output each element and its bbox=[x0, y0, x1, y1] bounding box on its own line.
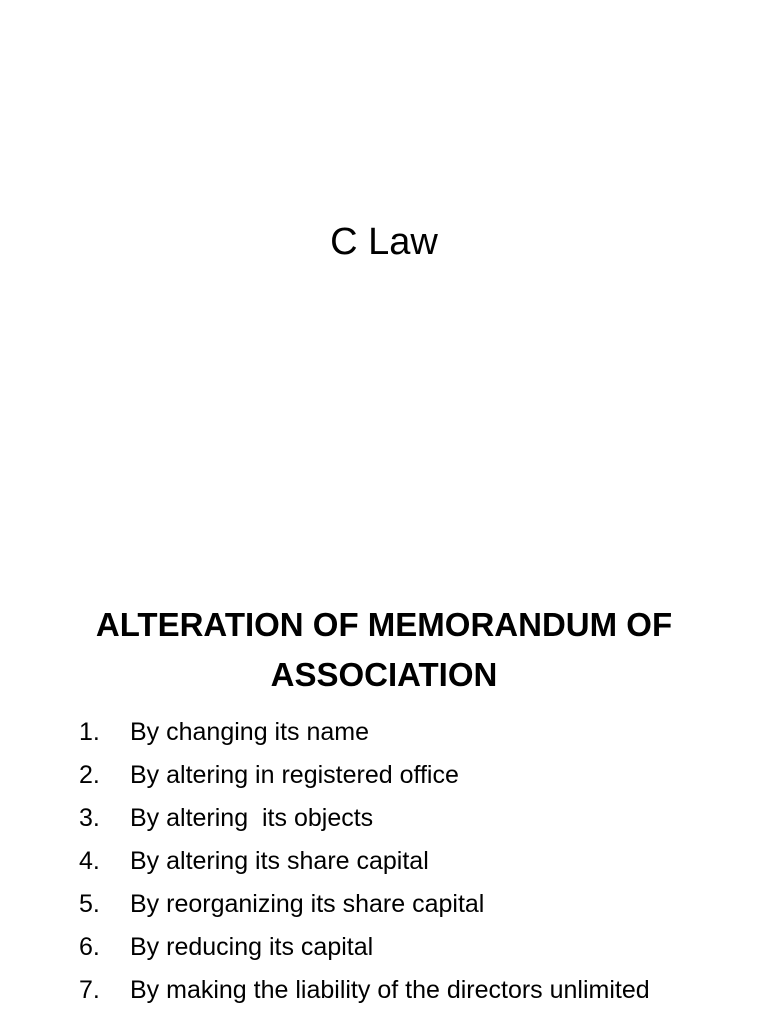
content-slide bbox=[0, 576, 768, 1024]
list-item-number: 4. bbox=[79, 847, 100, 875]
list-item-text: By reorganizing its share capital bbox=[130, 890, 485, 918]
slide-heading: ALTERATION OF MEMORANDUM OF ASSOCIATION bbox=[95, 606, 673, 693]
slide-title: C Law bbox=[330, 221, 438, 263]
list-item bbox=[0, 840, 768, 883]
list-item bbox=[0, 754, 768, 797]
list-item bbox=[0, 926, 768, 969]
list-item bbox=[0, 711, 768, 754]
list-item-text: By altering in registered office bbox=[130, 761, 459, 789]
list-item-number: 6. bbox=[79, 933, 100, 961]
list-item-number: 1. bbox=[79, 718, 100, 746]
list-item bbox=[0, 883, 768, 926]
alteration-list bbox=[0, 711, 768, 1012]
list-item-number: 3. bbox=[79, 804, 100, 832]
list-item-number: 7. bbox=[79, 976, 100, 1004]
list-item-text: By altering its objects bbox=[130, 804, 374, 832]
list-item bbox=[0, 969, 768, 1012]
list-item-number: 5. bbox=[79, 890, 100, 918]
list-item-text: By altering its share capital bbox=[130, 847, 429, 875]
list-item-number: 2. bbox=[79, 761, 100, 789]
list-item bbox=[0, 797, 768, 840]
list-item-text: By reducing its capital bbox=[130, 933, 374, 961]
list-item-text: By changing its name bbox=[130, 718, 370, 746]
list-item-text: By making the liability of the directors unlimited bbox=[130, 976, 650, 1004]
